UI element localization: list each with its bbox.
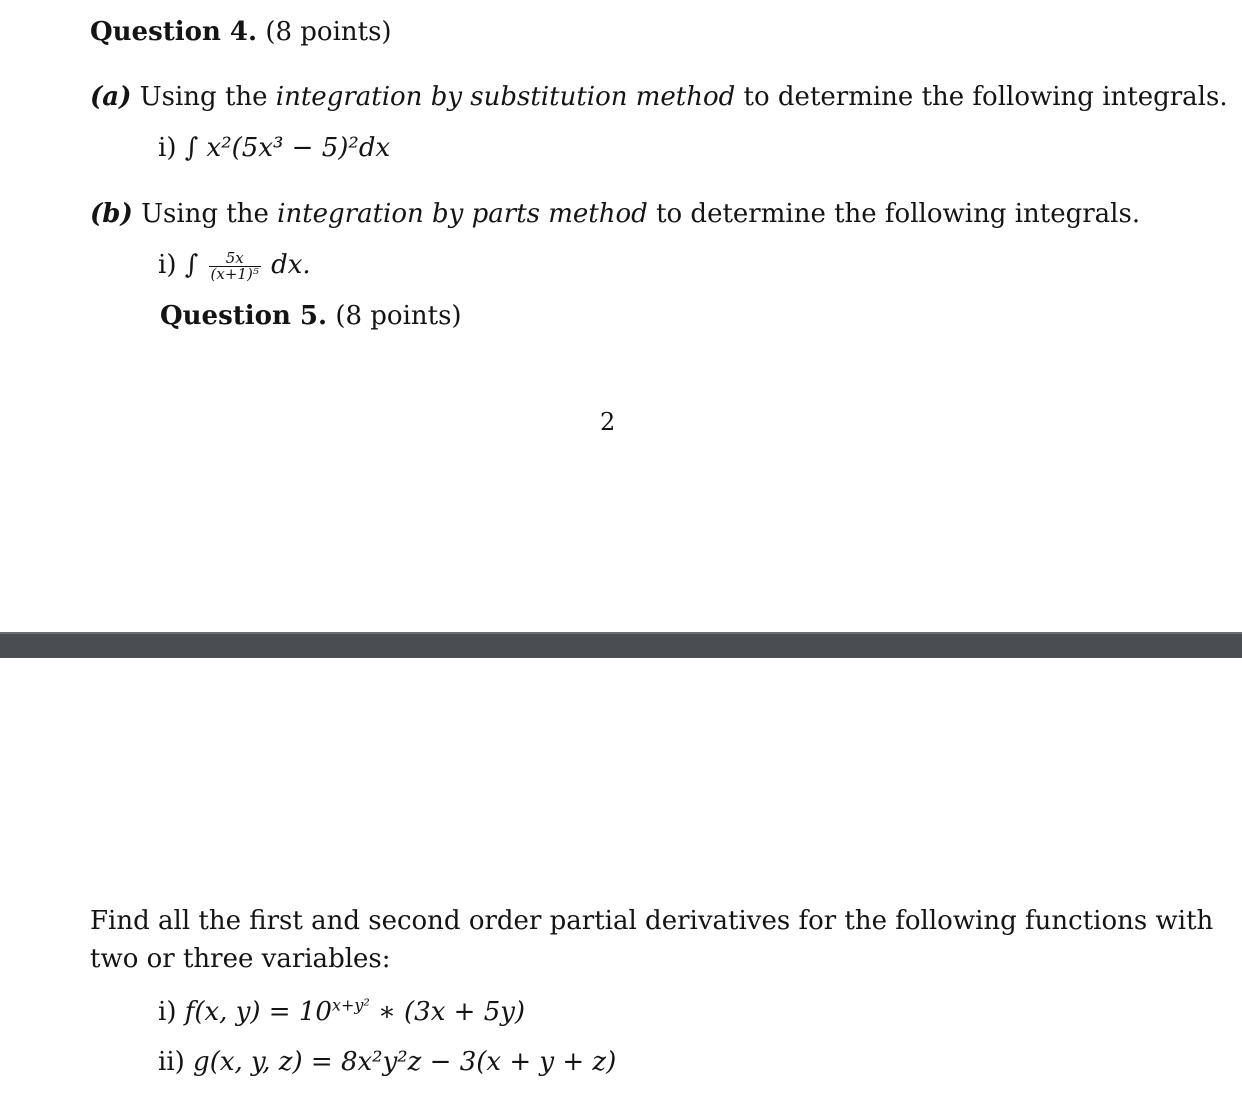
part-a-item-i bbox=[158, 132, 390, 164]
part-a-text-1: Using the bbox=[139, 82, 268, 112]
page-number: 2 bbox=[600, 408, 616, 436]
q5-item-i-rhs: ∗ (3x + 5y) bbox=[369, 997, 526, 1027]
part-b-integral-sign: ∫ bbox=[184, 250, 199, 280]
part-b-fraction bbox=[209, 248, 261, 283]
q5-item-i-lhs: f(x, y) = 10 bbox=[184, 997, 332, 1027]
q5-item-i bbox=[158, 996, 525, 1028]
question-4-heading bbox=[90, 16, 392, 48]
part-a-integral: ∫ x²(5x³ − 5)²dx bbox=[184, 133, 391, 163]
question-5-heading bbox=[160, 300, 462, 332]
part-a-instruction bbox=[90, 81, 1228, 113]
part-a-method: integration by substitution method bbox=[275, 82, 736, 112]
part-b-numerator: 5x bbox=[209, 251, 261, 267]
q5-item-i-label: i) bbox=[158, 997, 177, 1027]
part-b-item-label: i) bbox=[158, 250, 177, 280]
q5-item-ii-expression: g(x, y, z) = 8x²y²z − 3(x + y + z) bbox=[193, 1047, 617, 1077]
question-4-points: (8 points) bbox=[265, 17, 392, 47]
q5-instruction-line-2: two or three variables: bbox=[90, 944, 391, 974]
part-b-instruction bbox=[90, 198, 1140, 230]
part-b-text-2: to determine the following integrals. bbox=[656, 199, 1141, 229]
part-b-label: (b) bbox=[90, 199, 133, 229]
part-a-text-2: to determine the following integrals. bbox=[743, 82, 1228, 112]
question-5-points: (8 points) bbox=[335, 301, 462, 331]
question-4-title: Question 4. bbox=[90, 17, 258, 47]
part-b-denominator: (x+1)⁵ bbox=[210, 264, 259, 283]
part-b-text-1: Using the bbox=[141, 199, 269, 229]
q5-item-ii-label: ii) bbox=[158, 1047, 185, 1077]
part-a-item-label: i) bbox=[158, 133, 177, 163]
part-a-label: (a) bbox=[90, 82, 132, 112]
part-b-method: integration by parts method bbox=[277, 199, 648, 229]
page-break-divider bbox=[0, 632, 1242, 658]
q5-item-i-exponent: x+y² bbox=[331, 995, 370, 1015]
question-5-title: Question 5. bbox=[160, 301, 328, 331]
q5-instruction-line-1: Find all the first and second order partial derivatives for the following functions with bbox=[90, 906, 1214, 936]
q5-item-ii bbox=[158, 1046, 616, 1078]
part-b-item-i bbox=[158, 249, 311, 282]
part-b-tail: dx. bbox=[271, 250, 311, 280]
